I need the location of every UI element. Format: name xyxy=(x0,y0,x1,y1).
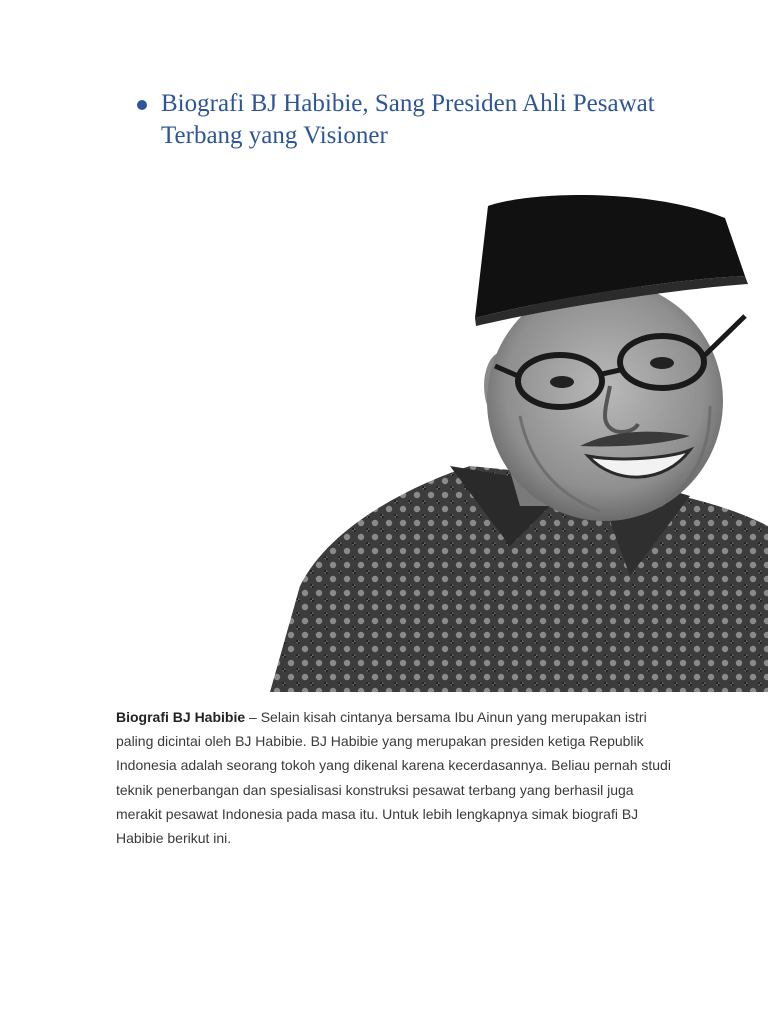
intro-bold-term: Biografi BJ Habibie xyxy=(116,709,246,725)
portrait-photo xyxy=(270,166,768,692)
article-title: Biografi BJ Habibie, Sang Presiden Ahli Pesawat Terbang yang Visioner xyxy=(161,90,655,149)
article-intro xyxy=(116,705,676,850)
intro-text: – Selain kisah cintanya bersama Ibu Ainun yang merupakan istri paling dicintai oleh BJ Habibie. BJ Habibie yang merupakan presiden ketiga Republik Indonesia adalah seorang tokoh yang dikenal karena kecerdasannya. Beliau pernah studi teknik penerbangan dan spesialisasi konstruksi pesawat terbang yang berhasil juga merakit pesawat Indonesia pada masa itu. Untuk lebih lengkapnya simak biografi BJ Habibie berikut ini. xyxy=(116,709,671,847)
bullet-icon xyxy=(137,100,147,110)
portrait-illustration xyxy=(270,166,768,692)
article-heading xyxy=(137,88,657,152)
